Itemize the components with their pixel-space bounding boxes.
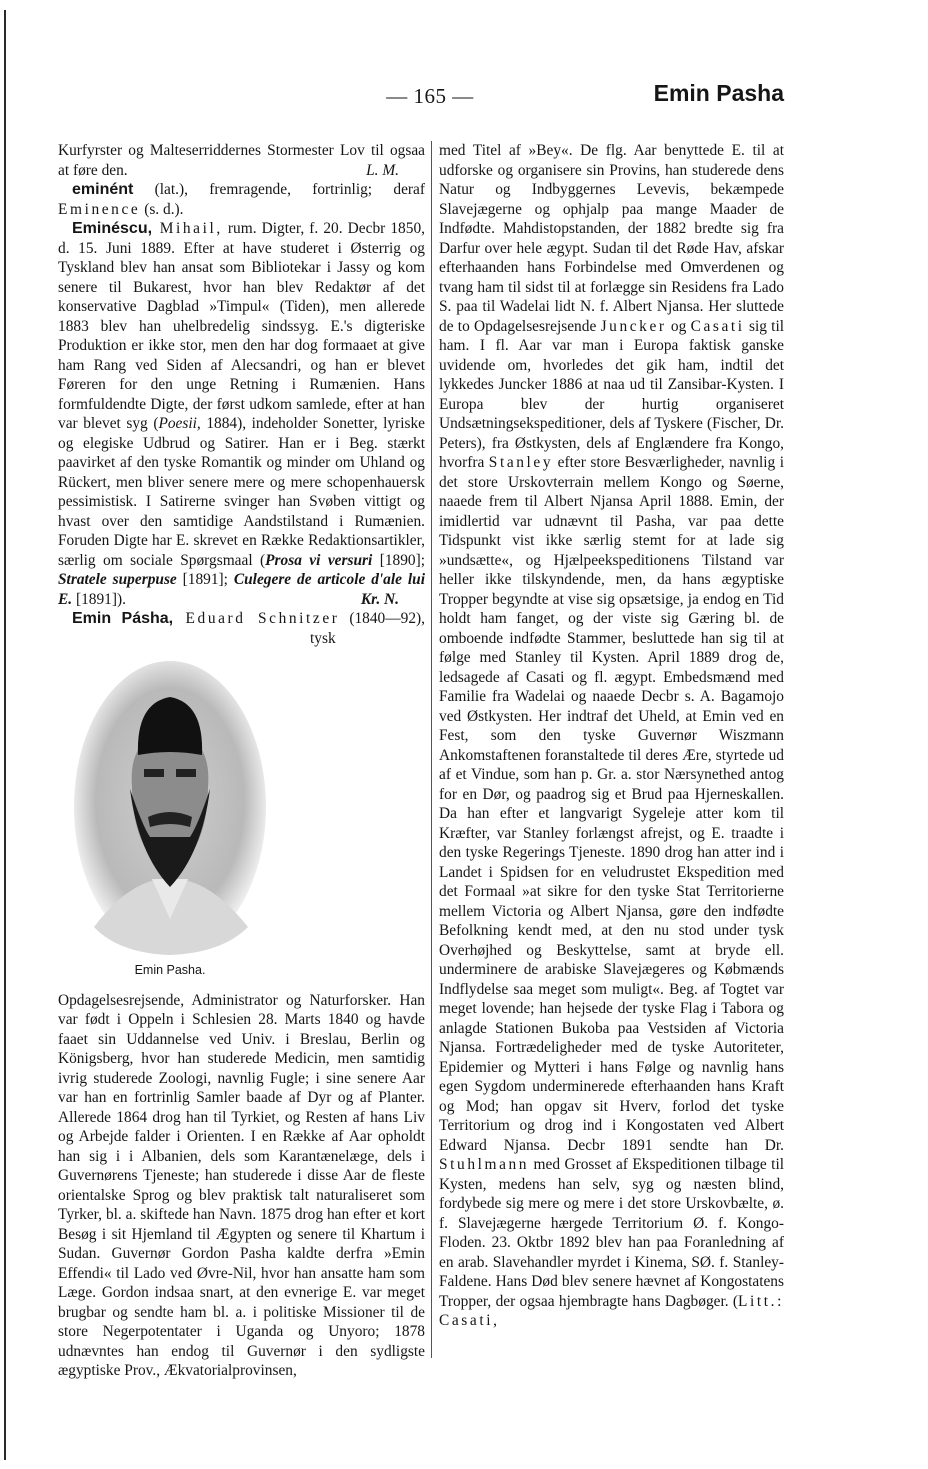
portrait-caption: Emin Pasha. [134,962,206,977]
running-headword: Emin Pasha [653,80,784,106]
entry-emin-pasha: Emin Pásha, Eduard Schnitzer Emin Pasha. (1840—92), tysk Opdagelsesrejsende, Administrator og Naturforsker. Han var født i Oppeln i Schlesien 28. Marts 1840 og havde faaet sin Uddannelse ved Univ. i Breslau, Berlin og Königsberg, hvor han studerede Medicin, men samtidig ivrig studerede Zoologi, navnlig Fugle; i sine senere Aar var han en fortrinlig Samler baade af Dyr og af Planter. Allerede 1864 drog han til Tyrkiet, og Resten af hans Liv og Arbejde falder i Orienten. I en Række af Aar opholdt han sig i i Albanien, dels som Karantænelæge, dels i Guvernørens Tjeneste; han studerede i disse Aar de fleste orientalske Sprog og blev praktisk talt naturaliseret som Tyrker, bl. a. skiftede han Navn. 1875 drog han efter et kort Besøg i sit Hjemland til Ægypten og senere til Khartum i Sudan. Guvernør Gordon Pasha kaldte derfra »Emin Effendi« til Lado ved Øvre-Nil, hvor han ansatte ham som Læge. Gordon indsaa snart, at den evnerige E. var meget brugbar og sendte ham bl. a. i politiske Missioner til de store Negerpotentater i Uganda og Unyoro; 1878 udnævntes han endog til Guvernør i den sydligste ægyptiske Prov., Ækvatorialprovinsen, [58,610,425,1379]
entry-eminescu: Eminéscu, Mihail, rum. Digter, f. 20. Decbr 1850, d. 15. Juni 1889. Efter at have studeret i Østerrig og Tyskland blev han ansat som Bibliotekar i Jassy og kom senere til Bukarest, hvor han blev Redaktør af det konservative Dagblad »Timpul« (Tiden), men allerede 1883 blev han uhelbredelig sindssyg. E.'s digteriske Produktion er ikke stor, men den har dog formaaet at give ham Rang ved Siden af Alecsandri, og han er blevet Føreren for den unge Retning i Rumænien. Hans formfuldendte Digte, der først udkom samlede, efter at han var blevet syg (Poesii, 1884), indeholder Sonetter, lyriske og elegiske Udbrud og Satirer. Han er i Beg. stærkt paavirket af den tyske Romantik og minder om Uhland og Rückert, men bliver senere mere og mere schopenhauersk pessimistisk. I Satirerne svinger han Svøben vittigt og hvast over den samtidige Aandstilstand i Rumænien. Foruden Digte har E. skrevet en Række Redaktionsartikler, særlig om sociale Spørgsmaal (Prosa vi versuri [1890]; Stratele superpuse [1891]; Culegere de articole d'ale lui E. [1891]). Kr. N. [58,220,426,608]
lemma: eminént [72,181,134,198]
page-edge-line [4,10,6,1460]
portrait-image [72,657,268,957]
entry-eminent: eminént (lat.), fremragende, fortrinlig; deraf Eminence (s. d.). [58,181,425,218]
right-column [439,141,784,1331]
column-divider [431,141,432,1358]
lemma: Eminéscu, [72,220,153,237]
signature: Kr. N. [360,590,399,608]
portrait-figure [58,657,304,987]
entry-emin-pasha-continued: med Titel af »Bey«. De flg. Aar benyttede E. til at udforske og organisere sin Provins, han studerede dens Natur og Indbyggernes Levevis, bekæmpede Slavejægerne og ophjalp paa mange Maader de Indfødte. Mahdistopstanden, der 1882 bredte sig fra Darfur over hele ægypt. Sudan til det Røde Hav, afskar efterhaanden hans Forbindelse med Omverdenen og tvang ham til sidst til at forlægge sin Residens fra Lado S. paa til Wadelai lidt N. f. Albert Njansa. Her sluttede de to Opdagelsesrejsende Juncker og Casati sig til ham. I fl. Aar var man i Europa faktisk ganske uvidende om, hvorledes det gik ham, indtil det lykkedes Juncker 1886 at naa ud til Zansibar-Kysten. I Europa blev der hurtig organiseret Undsætningsekspeditioner, dels af Tyskere (Fischer, Dr. Peters), fra Østkysten, dels af Englændere fra Kongo, hvorfra Stanley efter store Besværligheder, navnlig i det store Urskovterrain mellem Kongo og Søerne, naaede frem til Albert Njansa April 1888. Emin, der imidlertid var udnævnt til Pasha, var paa dette Tidspunkt vist ikke særlig stemt for at lade sig »undsætte«, og Hjælpeekspeditionens Tilstand var heller ikke tilskyndende, men, da hans ægyptiske Tropper begyndte at vise sig opsætsige, ja endog en Tid holdt ham fanget, og der viste sig Gæring bl. de omboende indfødte Stammer, besluttede han sig til at følge med Stanley til Kysten. April 1889 drog de, ledsagede af Casati og fl. ægypt. Embedsmænd med Familie fra Wadelai og naaede Decbr s. A. Bagamojo ved Østkysten. Her indtraf det Uheld, at Emin ved en Fest, som den tyske Guvernør Wiszmann Ankomstaftenen foranstaltede til deres Ære, styrtede ud af et Vindue, som han p. Gr. a. stor Nærsynethed antog for en Dør, og paadrog sig et Brud paa Hjerneskallen. Da han efter et langvarigt Sygeleje atter kom til Kræfter, var Stanley forlængst afrejst, og E. traadte i den tyske Regerings Tjeneste. 1890 drog han atter ind i Landet i Spidsen for en veludrustet Ekspedition med det Formaal »at sikre for den tyske Stat Territorierne mellem Victoria og Albert Njansa, gøre den indfødte Befolkning kendt med, at den nu stod under tysk Overhøjhed og Beskyttelse, samt at bryde ell. underminere de arabiske Slavejægeres og Købmænds Indflydelse saa meget som muligt«. Beg. af Togtet var meget lovende; han hejsede der tyske Flag i Tabora og anlagde Stationen Bukoba paa Vestsiden af Victoria Njansa. Fortrædeligheder med de tyske Autoriteter, Epidemier og Mytteri i hans Følge og navnlig hans egen Sygdom underminerede efterhaanden hans Kraft og Mod; han opgav sit Hverv, forlod det tyske Territorium og drog ind i Kongostaten ved Albert Edward Njansa. Decbr 1891 sendte han Dr. Stuhlmann med Grosset af Ekspeditionen tilbage til Kysten, medens han selv, syg og næsten blind, fordybede sig mere og mere i det store Urskovbælte, ø. f. Slavejægerne hærgede Territorium Ø. f. Kongo-Floden. 23. Oktbr 1892 blev han paa Foranledning af en arab. Slavehandler myrdet i Kinema, SØ. f. Stanley-Faldene. Hans Død blev senere hævnet af Kongostatens Tropper, der ogsaa hjembragte hans Dagbøger. (Litt.: Casati, [439,142,785,1329]
left-column [58,141,425,1381]
entry-continuation: Kurfyrster og Malteserriddernes Stormester Lov til ogsaa at føre den. L. M. [58,142,425,179]
signature: L. M. [366,161,399,179]
page-number: — 165 — [386,84,474,108]
lemma: Emin Pásha, [72,610,174,627]
